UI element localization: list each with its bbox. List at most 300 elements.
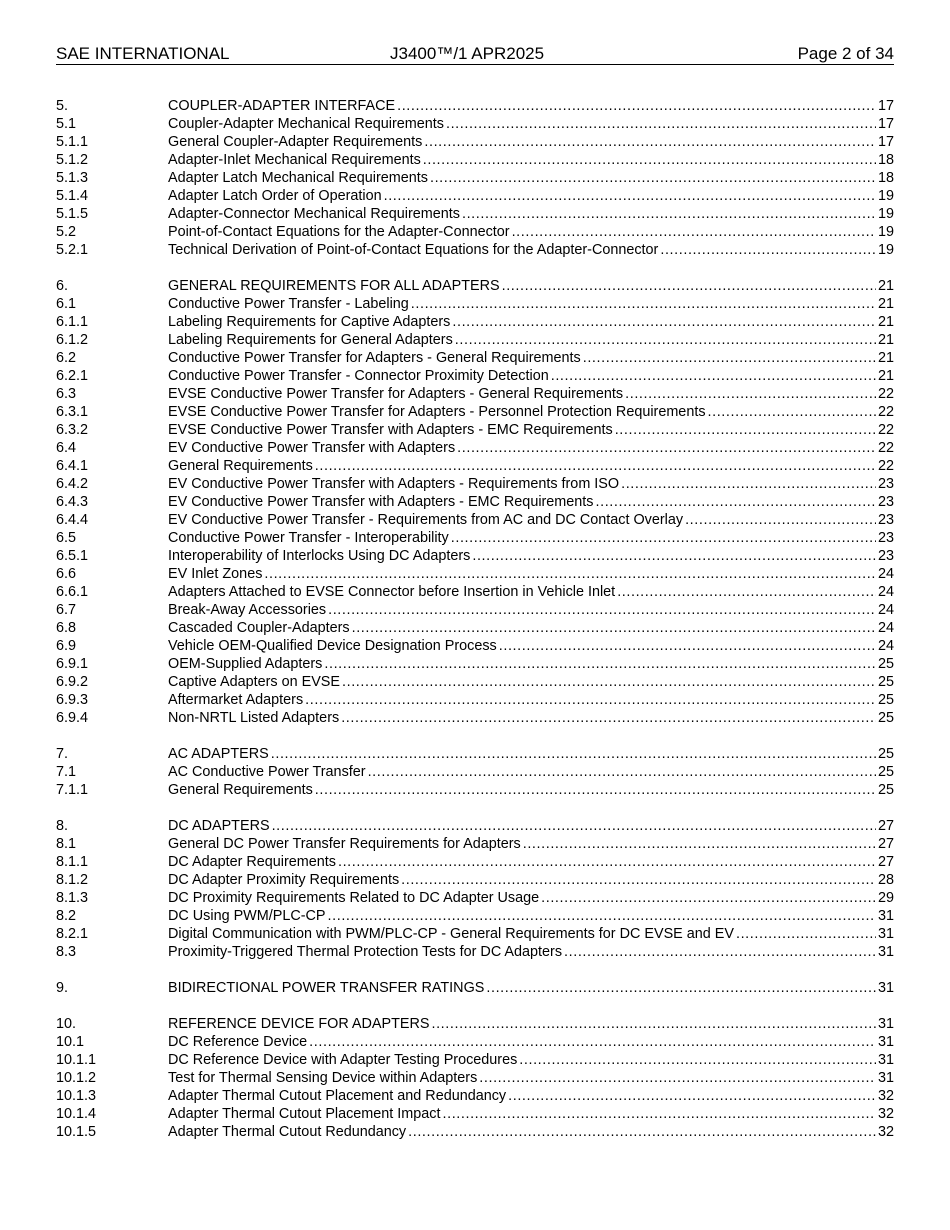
toc-entry-number: 5.1.3 [56, 170, 89, 186]
toc-entry-title: Aftermarket Adapters [168, 692, 304, 708]
toc-entry[interactable] [56, 1015, 894, 1033]
toc-entry-page: 25 [877, 692, 894, 708]
toc-entry-title: GENERAL REQUIREMENTS FOR ALL ADAPTERS [168, 278, 500, 294]
toc-entry[interactable] [56, 115, 894, 133]
toc-entry-number: 6.9.3 [56, 692, 89, 708]
toc-dot-leader [625, 385, 876, 403]
toc-entry[interactable] [56, 493, 894, 511]
toc-entry-line [168, 97, 894, 115]
toc-entry-title: EV Conductive Power Transfer with Adapters - EMC Requirements [168, 494, 594, 510]
toc-entry-line [168, 1123, 894, 1141]
toc-entry-number: 6.4.2 [56, 476, 89, 492]
toc-entry[interactable] [56, 835, 894, 853]
toc-dot-leader [431, 1015, 876, 1033]
toc-entry[interactable] [56, 457, 894, 475]
toc-entry-page: 21 [877, 314, 894, 330]
toc-entry-number: 5.1 [56, 116, 77, 132]
toc-entry[interactable] [56, 241, 894, 259]
toc-entry-page: 29 [877, 890, 894, 906]
toc-entry-line [168, 1087, 894, 1105]
toc-entry-page: 24 [877, 566, 894, 582]
toc-dot-leader [271, 745, 876, 763]
toc-entry-number: 8.1 [56, 836, 77, 852]
toc-entry[interactable] [56, 475, 894, 493]
toc-entry[interactable] [56, 763, 894, 781]
toc-dot-leader [541, 889, 876, 907]
toc-entry-number: 6.9.4 [56, 710, 89, 726]
toc-entry-line [168, 943, 894, 961]
toc-dot-leader [736, 925, 876, 943]
toc-entry-number: 6.3.2 [56, 422, 89, 438]
toc-dot-leader [452, 313, 876, 331]
toc-entry[interactable] [56, 511, 894, 529]
toc-entry-line [168, 925, 894, 943]
toc-entry-number: 10.1.5 [56, 1124, 97, 1140]
toc-entry-number: 10. [56, 1016, 77, 1032]
toc-entry[interactable] [56, 223, 894, 241]
toc-entry-number: 5.1.2 [56, 152, 89, 168]
toc-entry-number: 10.1.4 [56, 1106, 97, 1122]
toc-entry-page: 32 [877, 1088, 894, 1104]
toc-dot-leader [615, 421, 876, 439]
toc-entry[interactable] [56, 421, 894, 439]
toc-dot-leader [685, 511, 876, 529]
toc-entry-number: 7.1 [56, 764, 77, 780]
toc-entry-page: 24 [877, 602, 894, 618]
toc-entry-title: EVSE Conductive Power Transfer for Adapters - General Requirements [168, 386, 624, 402]
toc-entry-number: 10.1 [56, 1034, 85, 1050]
toc-entry-number: 5.1.1 [56, 134, 89, 150]
toc-entry-page: 23 [877, 548, 894, 564]
toc-entry-title: EVSE Conductive Power Transfer with Adapters - EMC Requirements [168, 422, 613, 438]
toc-entry-number: 8. [56, 818, 69, 834]
toc-entry-line [168, 349, 894, 367]
toc-entry[interactable] [56, 1105, 894, 1123]
toc-entry[interactable] [56, 889, 894, 907]
toc-entry-line [168, 187, 894, 205]
toc-entry[interactable] [56, 871, 894, 889]
toc-entry-page: 19 [877, 188, 894, 204]
toc-entry-number: 6.2.1 [56, 368, 89, 384]
toc-entry-number: 10.1.3 [56, 1088, 97, 1104]
toc-entry-line [168, 403, 894, 421]
toc-entry-page: 28 [877, 872, 894, 888]
toc-entry-title: Captive Adapters on EVSE [168, 674, 340, 690]
toc-entry-title: Conductive Power Transfer - Interoperability [168, 530, 449, 546]
toc-entry[interactable] [56, 1087, 894, 1105]
toc-entry-title: Point-of-Contact Equations for the Adapter-Connector [168, 224, 510, 240]
toc-entry-title: Interoperability of Interlocks Using DC Adapters [168, 548, 471, 564]
toc-entry-line [168, 673, 894, 691]
toc-entry[interactable] [56, 979, 894, 997]
toc-entry-page: 17 [877, 98, 894, 114]
toc-dot-leader [457, 439, 876, 457]
toc-entry[interactable] [56, 691, 894, 709]
toc-entry-line [168, 529, 894, 547]
toc-entry-line [168, 547, 894, 565]
toc-entry[interactable] [56, 637, 894, 655]
toc-entry[interactable] [56, 313, 894, 331]
toc-entry[interactable] [56, 367, 894, 385]
toc-entry-title: COUPLER-ADAPTER INTERFACE [168, 98, 396, 114]
toc-entry-number: 6.1 [56, 296, 77, 312]
toc-entry-page: 27 [877, 818, 894, 834]
toc-dot-leader [499, 637, 876, 655]
toc-dot-leader [617, 583, 876, 601]
toc-entry-page: 25 [877, 764, 894, 780]
toc-entry-line [168, 583, 894, 601]
toc-entry-title: EV Conductive Power Transfer with Adapters [168, 440, 456, 456]
toc-dot-leader [305, 691, 876, 709]
toc-entry-number: 7. [56, 746, 69, 762]
toc-entry-line [168, 691, 894, 709]
toc-entry-title: Technical Derivation of Point-of-Contact Equations for the Adapter-Connector [168, 242, 659, 258]
toc-entry[interactable] [56, 205, 894, 223]
toc-entry-page: 21 [877, 368, 894, 384]
toc-entry-number: 6.7 [56, 602, 77, 618]
toc-entry[interactable] [56, 547, 894, 565]
toc-entry[interactable] [56, 295, 894, 313]
toc-entry-line [168, 133, 894, 151]
toc-entry-page: 22 [877, 404, 894, 420]
toc-entry[interactable] [56, 331, 894, 349]
toc-entry-line [168, 115, 894, 133]
toc-entry[interactable] [56, 619, 894, 637]
toc-entry-number: 6.3.1 [56, 404, 89, 420]
toc-entry-line [168, 619, 894, 637]
toc-entry-line [168, 601, 894, 619]
toc-entry-title: General DC Power Transfer Requirements for Adapters [168, 836, 521, 852]
toc-entry-number: 6.4 [56, 440, 77, 456]
toc-entry-page: 31 [877, 1016, 894, 1032]
toc-dot-leader [551, 367, 876, 385]
toc-entry-page: 23 [877, 494, 894, 510]
toc-dot-leader [523, 835, 876, 853]
toc-entry-line [168, 385, 894, 403]
toc-entry[interactable] [56, 601, 894, 619]
header-org: SAE INTERNATIONAL [56, 44, 230, 63]
toc-entry-line [168, 1033, 894, 1051]
toc-entry-page: 19 [877, 242, 894, 258]
toc-entry-line [168, 907, 894, 925]
toc-entry-number: 6.9 [56, 638, 77, 654]
toc-entry[interactable] [56, 151, 894, 169]
toc-entry[interactable] [56, 403, 894, 421]
toc-entry-page: 22 [877, 440, 894, 456]
toc-entry-line [168, 745, 894, 763]
toc-entry-line [168, 817, 894, 835]
toc-entry-line [168, 709, 894, 727]
toc-entry-page: 21 [877, 296, 894, 312]
toc-entry-title: General Requirements [168, 782, 313, 798]
toc-entry-line [168, 331, 894, 349]
toc-entry-line [168, 241, 894, 259]
toc-entry-title: DC ADAPTERS [168, 818, 270, 834]
toc-entry-number: 8.1.1 [56, 854, 89, 870]
toc-entry-title: Vehicle OEM-Qualified Device Designation Process [168, 638, 497, 654]
toc-entry-title: Proximity-Triggered Thermal Protection Tests for DC Adapters [168, 944, 563, 960]
table-of-contents [56, 97, 894, 1159]
toc-entry-page: 25 [877, 710, 894, 726]
toc-section-group [56, 97, 894, 259]
toc-entry[interactable] [56, 817, 894, 835]
toc-entry-title: Cascaded Coupler-Adapters [168, 620, 350, 636]
toc-entry-page: 25 [877, 674, 894, 690]
toc-entry-page: 18 [877, 152, 894, 168]
toc-entry-number: 6.1.1 [56, 314, 89, 330]
toc-entry-page: 25 [877, 746, 894, 762]
toc-entry-number: 8.2.1 [56, 926, 89, 942]
toc-section-group [56, 979, 894, 997]
toc-entry-page: 22 [877, 458, 894, 474]
toc-entry-number: 5.1.5 [56, 206, 89, 222]
toc-entry-title: General Coupler-Adapter Requirements [168, 134, 423, 150]
toc-entry-page: 31 [877, 1052, 894, 1068]
toc-entry-line [168, 1069, 894, 1087]
toc-entry-title: BIDIRECTIONAL POWER TRANSFER RATINGS [168, 980, 485, 996]
toc-dot-leader [472, 547, 876, 565]
toc-entry-page: 24 [877, 638, 894, 654]
toc-dot-leader [443, 1105, 876, 1123]
toc-entry-number: 5.2 [56, 224, 77, 240]
toc-entry-number: 5. [56, 98, 69, 114]
toc-entry-line [168, 277, 894, 295]
toc-entry-line [168, 511, 894, 529]
toc-entry-line [168, 295, 894, 313]
toc-entry-title: DC Reference Device with Adapter Testing Procedures [168, 1052, 518, 1068]
toc-dot-leader [512, 223, 876, 241]
toc-entry-line [168, 223, 894, 241]
header-doc-id: J3400™/1 APR2025 [390, 44, 545, 63]
toc-entry-title: REFERENCE DEVICE FOR ADAPTERS [168, 1016, 430, 1032]
toc-entry-line [168, 169, 894, 187]
toc-entry-title: EV Conductive Power Transfer - Requirements from AC and DC Contact Overlay [168, 512, 684, 528]
toc-entry-line [168, 853, 894, 871]
toc-entry-number: 6.6.1 [56, 584, 89, 600]
toc-entry-page: 31 [877, 980, 894, 996]
toc-entry-number: 5.1.4 [56, 188, 89, 204]
toc-entry-title: Adapter-Inlet Mechanical Requirements [168, 152, 421, 168]
toc-entry-title: EVSE Conductive Power Transfer for Adapters - Personnel Protection Requirements [168, 404, 706, 420]
toc-entry[interactable] [56, 349, 894, 367]
toc-entry-number: 8.2 [56, 908, 77, 924]
toc-entry-title: Labeling Requirements for Captive Adapters [168, 314, 451, 330]
toc-dot-leader [328, 907, 876, 925]
toc-entry[interactable] [56, 133, 894, 151]
toc-entry[interactable] [56, 709, 894, 727]
page-header [56, 44, 894, 65]
toc-entry-line [168, 475, 894, 493]
toc-entry[interactable] [56, 1123, 894, 1141]
toc-entry-line [168, 1051, 894, 1069]
toc-entry-title: Adapter Latch Order of Operation [168, 188, 382, 204]
toc-entry-title: DC Adapter Requirements [168, 854, 336, 870]
toc-section-group [56, 277, 894, 727]
toc-entry-line [168, 1015, 894, 1033]
toc-entry-page: 31 [877, 1034, 894, 1050]
toc-entry-page: 21 [877, 332, 894, 348]
toc-dot-leader [272, 817, 876, 835]
toc-dot-leader [583, 349, 876, 367]
toc-entry-title: Conductive Power Transfer for Adapters - General Requirements [168, 350, 581, 366]
toc-dot-leader [462, 205, 876, 223]
toc-dot-leader [264, 565, 876, 583]
toc-entry-title: DC Adapter Proximity Requirements [168, 872, 400, 888]
toc-entry-number: 6.9.1 [56, 656, 89, 672]
toc-entry-title: Adapter Thermal Cutout Placement and Redundancy [168, 1088, 507, 1104]
toc-dot-leader [455, 331, 876, 349]
toc-entry-number: 6.1.2 [56, 332, 89, 348]
toc-entry-title: Coupler-Adapter Mechanical Requirements [168, 116, 444, 132]
toc-entry-page: 31 [877, 908, 894, 924]
toc-entry-line [168, 1105, 894, 1123]
header-page-number: Page 2 of 34 [797, 44, 894, 63]
toc-entry-number: 8.1.3 [56, 890, 89, 906]
toc-entry-number: 6.5.1 [56, 548, 89, 564]
toc-entry[interactable] [56, 1069, 894, 1087]
toc-entry[interactable] [56, 1051, 894, 1069]
toc-dot-leader [486, 979, 876, 997]
toc-entry-page: 22 [877, 386, 894, 402]
toc-entry-page: 18 [877, 170, 894, 186]
toc-entry-line [168, 565, 894, 583]
toc-entry-title: Adapter Thermal Cutout Redundancy [168, 1124, 407, 1140]
toc-entry[interactable] [56, 745, 894, 763]
toc-dot-leader [423, 151, 876, 169]
toc-dot-leader [352, 619, 876, 637]
toc-entry-page: 23 [877, 476, 894, 492]
toc-dot-leader [328, 601, 876, 619]
toc-entry[interactable] [56, 439, 894, 457]
toc-entry-title: DC Using PWM/PLC-CP [168, 908, 326, 924]
toc-entry-line [168, 979, 894, 997]
toc-entry-page: 19 [877, 224, 894, 240]
toc-dot-leader [341, 709, 876, 727]
toc-entry-number: 6.6 [56, 566, 77, 582]
toc-entry-title: DC Reference Device [168, 1034, 308, 1050]
toc-entry[interactable] [56, 385, 894, 403]
toc-entry[interactable] [56, 565, 894, 583]
toc-entry-number: 6.4.4 [56, 512, 89, 528]
toc-entry[interactable] [56, 655, 894, 673]
toc-entry-title: EV Inlet Zones [168, 566, 263, 582]
toc-entry-page: 32 [877, 1124, 894, 1140]
toc-entry-page: 31 [877, 1070, 894, 1086]
toc-entry-line [168, 637, 894, 655]
toc-entry-page: 31 [877, 926, 894, 942]
toc-dot-leader [446, 115, 876, 133]
toc-entry-number: 6.5 [56, 530, 77, 546]
toc-dot-leader [408, 1123, 876, 1141]
toc-entry-number: 8.1.2 [56, 872, 89, 888]
toc-entry[interactable] [56, 1033, 894, 1051]
toc-entry-page: 31 [877, 944, 894, 960]
toc-entry-page: 21 [877, 350, 894, 366]
toc-entry-title: Adapters Attached to EVSE Connector before Insertion in Vehicle Inlet [168, 584, 616, 600]
toc-entry-number: 6.8 [56, 620, 77, 636]
toc-entry-title: Test for Thermal Sensing Device within Adapters [168, 1070, 478, 1086]
toc-dot-leader [315, 781, 876, 799]
toc-dot-leader [479, 1069, 876, 1087]
toc-section-group [56, 1015, 894, 1141]
toc-entry[interactable] [56, 925, 894, 943]
toc-dot-leader [342, 673, 876, 691]
toc-dot-leader [621, 475, 876, 493]
toc-dot-leader [324, 655, 876, 673]
toc-entry-line [168, 493, 894, 511]
toc-entry[interactable] [56, 583, 894, 601]
toc-dot-leader [708, 403, 876, 421]
toc-entry-number: 6.3 [56, 386, 77, 402]
toc-entry-title: Adapter Latch Mechanical Requirements [168, 170, 428, 186]
toc-entry[interactable] [56, 187, 894, 205]
toc-section-group [56, 745, 894, 799]
toc-entry-line [168, 151, 894, 169]
toc-entry-number: 6.9.2 [56, 674, 89, 690]
toc-entry-line [168, 763, 894, 781]
toc-entry-number: 6.4.3 [56, 494, 89, 510]
toc-entry-line [168, 439, 894, 457]
toc-entry[interactable] [56, 169, 894, 187]
toc-entry-page: 22 [877, 422, 894, 438]
toc-entry[interactable] [56, 943, 894, 961]
toc-entry[interactable] [56, 277, 894, 295]
toc-entry-page: 17 [877, 116, 894, 132]
toc-entry[interactable] [56, 529, 894, 547]
toc-entry-line [168, 457, 894, 475]
toc-entry-page: 32 [877, 1106, 894, 1122]
toc-entry-title: Conductive Power Transfer - Connector Proximity Detection [168, 368, 549, 384]
toc-entry-number: 8.3 [56, 944, 77, 960]
toc-entry[interactable] [56, 781, 894, 799]
toc-entry[interactable] [56, 907, 894, 925]
toc-dot-leader [430, 169, 876, 187]
toc-dot-leader [564, 943, 876, 961]
toc-dot-leader [660, 241, 876, 259]
toc-dot-leader [502, 277, 876, 295]
toc-entry-title: AC Conductive Power Transfer [168, 764, 366, 780]
toc-entry[interactable] [56, 853, 894, 871]
toc-entry-line [168, 205, 894, 223]
toc-entry-title: Adapter Thermal Cutout Placement Impact [168, 1106, 441, 1122]
toc-section-group [56, 817, 894, 961]
toc-dot-leader [397, 97, 876, 115]
toc-entry-line [168, 889, 894, 907]
toc-entry-page: 24 [877, 584, 894, 600]
toc-entry[interactable] [56, 97, 894, 115]
toc-entry-page: 19 [877, 206, 894, 222]
toc-entry-number: 6.2 [56, 350, 77, 366]
toc-entry[interactable] [56, 673, 894, 691]
toc-dot-leader [596, 493, 876, 511]
toc-entry-page: 25 [877, 782, 894, 798]
toc-entry-number: 7.1.1 [56, 782, 89, 798]
toc-entry-page: 24 [877, 620, 894, 636]
toc-entry-title: Non-NRTL Listed Adapters [168, 710, 340, 726]
toc-entry-line [168, 421, 894, 439]
toc-entry-page: 23 [877, 530, 894, 546]
toc-dot-leader [315, 457, 876, 475]
toc-entry-page: 27 [877, 836, 894, 852]
toc-dot-leader [384, 187, 876, 205]
toc-dot-leader [519, 1051, 876, 1069]
toc-entry-number: 6.4.1 [56, 458, 89, 474]
toc-entry-page: 21 [877, 278, 894, 294]
toc-entry-line [168, 781, 894, 799]
toc-dot-leader [508, 1087, 876, 1105]
toc-entry-number: 5.2.1 [56, 242, 89, 258]
toc-entry-title: Digital Communication with PWM/PLC-CP - General Requirements for DC EVSE and EV [168, 926, 734, 942]
